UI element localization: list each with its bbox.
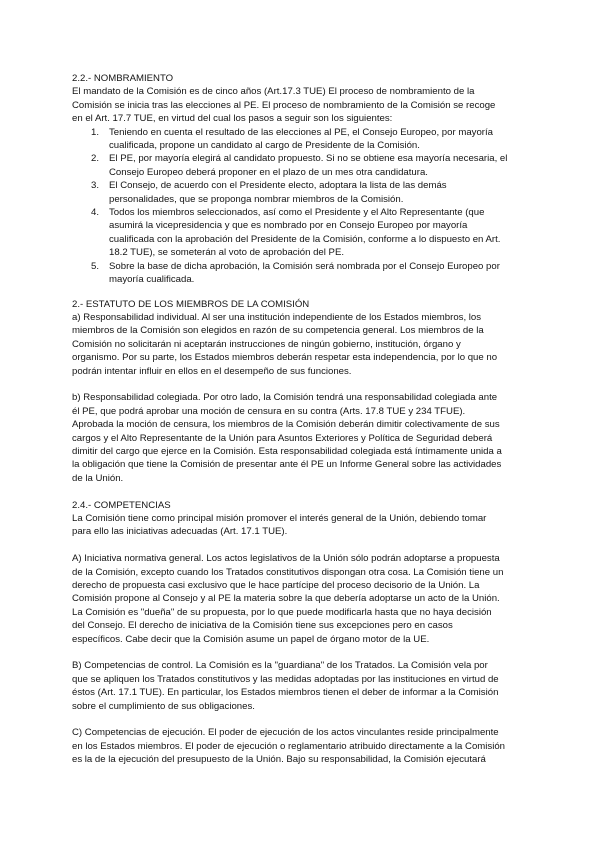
text-line: de la Unión. [72, 472, 124, 484]
text-line: El PE, por mayoría elegirá al candidato propuesto. Si no se obtiene esa mayoría necesaria, el [109, 153, 508, 165]
document-page [72, 72, 532, 767]
text-line: dimitir del cargo que ejerce en la Comisión. Esta responsabilidad colegiada está íntimamente unida a [72, 445, 502, 457]
text-line: éstos (Art. 17.1 TUE). En particular, los Estados miembros tienen el deber de informar a la Comisión [72, 687, 499, 699]
text-line: del Consejo. El derecho de iniciativa de la Comisión tiene sus excepciones pero en casos [72, 620, 453, 632]
section-heading: 2.- ESTATUTO DE LOS MIEMBROS DE LA COMISIÓN [72, 298, 310, 310]
text-line: Consejo Europeo deberá proponer en el plazo de un mes otra candidatura. [109, 166, 428, 178]
section-heading: 2.4.- COMPETENCIAS [72, 499, 171, 511]
text-line: de la Comisión, excepto cuando los Tratados constitutivos dispongan otra cosa. La Comisión tiene un [72, 566, 504, 578]
text-line: en el Art. 17.7 TUE, en virtud del cual los pasos a seguir son los siguientes: [72, 113, 393, 125]
text-line: para ello las iniciativas adecuadas (Art. 17.1 TUE). [72, 526, 288, 538]
text-line: sobre el cumplimiento de sus obligaciones. [72, 700, 255, 712]
text-line: Comisión se inicia tras las elecciones al PE. El proceso de nombramiento de la Comisión se recoge [72, 99, 496, 111]
list-item [72, 152, 532, 179]
text-line: cualificada, propone un candidato al cargo de Presidente de la Comisión. [109, 140, 420, 152]
list-item [72, 260, 532, 287]
list-item-text [109, 126, 493, 153]
list-number: 2. [91, 153, 100, 165]
text-line: La Comisión tiene como principal misión promover el interés general de la Unión, debiendo tomar [72, 512, 487, 524]
text-line: mayoría cualificada. [109, 274, 195, 286]
list-item-text [109, 206, 500, 260]
text-line: Aprobada la moción de censura, los miembros de la Comisión deberán dimitir colectivamente de sus [72, 419, 500, 431]
paragraph [72, 512, 532, 539]
text-line: podrán intentar influir en ellos en el desempeño de sus funciones. [72, 365, 352, 377]
numbered-list [72, 126, 532, 287]
text-line: él PE, que podrá aprobar una moción de censura en su contra (Arts. 17.8 TUE y 234 TFUE). [72, 405, 466, 417]
list-number: 1. [91, 126, 100, 138]
text-line: b) Responsabilidad colegiada. Por otro lado, la Comisión tendrá una responsabilidad colegiada ante [72, 392, 498, 404]
text-line: personalidades, que se proponga nombrar miembros de la Comisión. [109, 193, 404, 205]
list-number: 5. [91, 260, 100, 272]
text-line: a) Responsabilidad individual. Al ser una institución independiente de los Estados miembros, los [72, 311, 482, 323]
list-item [72, 179, 532, 206]
paragraph [72, 552, 532, 646]
list-item-text [109, 260, 500, 287]
text-line: C) Competencias de ejecución. El poder de ejecución de los actos vinculantes reside principalmente [72, 727, 499, 739]
text-line: derecho de propuesta casi exclusivo que le hace partícipe del proceso decisorio de la Unión. La [72, 579, 480, 591]
text-line: Teniendo en cuenta el resultado de las elecciones al PE, el Consejo Europeo, por mayoría [109, 126, 493, 138]
text-line: cualificada con la aprobación del Presidente de la Comisión, conforme a lo dispuesto en Art. [109, 233, 501, 245]
text-line: A) Iniciativa normativa general. Los actos legislativos de la Unión sólo podrán adoptarse a propuesta [72, 553, 500, 565]
section-heading: 2.2.- NOMBRAMIENTO [72, 73, 174, 84]
text-line: B) Competencias de control. La Comisión es la "guardiana" de los Tratados. La Comisión vela por [72, 660, 488, 672]
text-line: asumirá la vicepresidencia y que es nombrado por en Consejo Europeo por mayoría [109, 220, 468, 232]
list-number: 4. [91, 207, 100, 219]
text-line: específicos. Cabe decir que la Comisión asume un papel de órgano motor de la UE. [72, 633, 430, 645]
text-line: que se apliquen los Tratados constitutivos y las medidas adoptadas por las instituciones en virtud de [72, 673, 499, 685]
paragraph [72, 391, 532, 485]
paragraph [72, 85, 532, 125]
text-line: Todos los miembros seleccionados, así como el Presidente y el Alto Representante (que [109, 207, 485, 219]
list-item [72, 206, 532, 260]
text-line: Comisión no solicitarán ni aceptarán instrucciones de ningún gobierno, institución, órgano y [72, 338, 461, 350]
text-line: 18.2 TUE), se someterán al voto de aprobación del PE. [109, 247, 345, 259]
list-item [72, 126, 532, 153]
text-line: en los Estados miembros. El poder de ejecución o reglamentario atribuido directamente a la Comisión [72, 740, 506, 752]
list-number: 3. [91, 180, 100, 192]
text-line: miembros de la Comisión son elegidos en razón de su competencia general. Los miembros de la [72, 325, 484, 337]
text-line: organismo. Por su parte, los Estados miembros deberán respetar esta independencia, por lo que no [72, 352, 498, 364]
paragraph [72, 726, 532, 766]
text-line: La Comisión es "dueña" de su propuesta, por lo que puede modificarla hasta que no haya decisión [72, 606, 492, 618]
text-line: Sobre la base de dicha aprobación, la Comisión será nombrada por el Consejo Europeo por [109, 260, 500, 272]
paragraph [72, 659, 532, 713]
text-line: es la de la ejecución del presupuesto de la Unión. Bajo su responsabilidad, la Comisión ejecutará [72, 754, 486, 766]
paragraph [72, 311, 532, 378]
list-item-text [109, 179, 447, 206]
text-line: El Consejo, de acuerdo con el Presidente electo, adoptara la lista de las demás [109, 180, 447, 192]
text-line: la obligación que tiene la Comisión de presentar ante él PE un Informe General sobre las actividades [72, 459, 502, 471]
text-line: Comisión propone al Consejo y al PE la materia sobre la que debería adoptarse un acto de la Unión. [72, 593, 500, 605]
text-line: El mandato de la Comisión es de cinco años (Art.17.3 TUE) El proceso de nombramiento de la [72, 86, 475, 98]
list-item-text [109, 152, 507, 179]
text-line: cargos y el Alto Representante de la Unión para Asuntos Exteriores y Política de Seguridad deberá [72, 432, 493, 444]
